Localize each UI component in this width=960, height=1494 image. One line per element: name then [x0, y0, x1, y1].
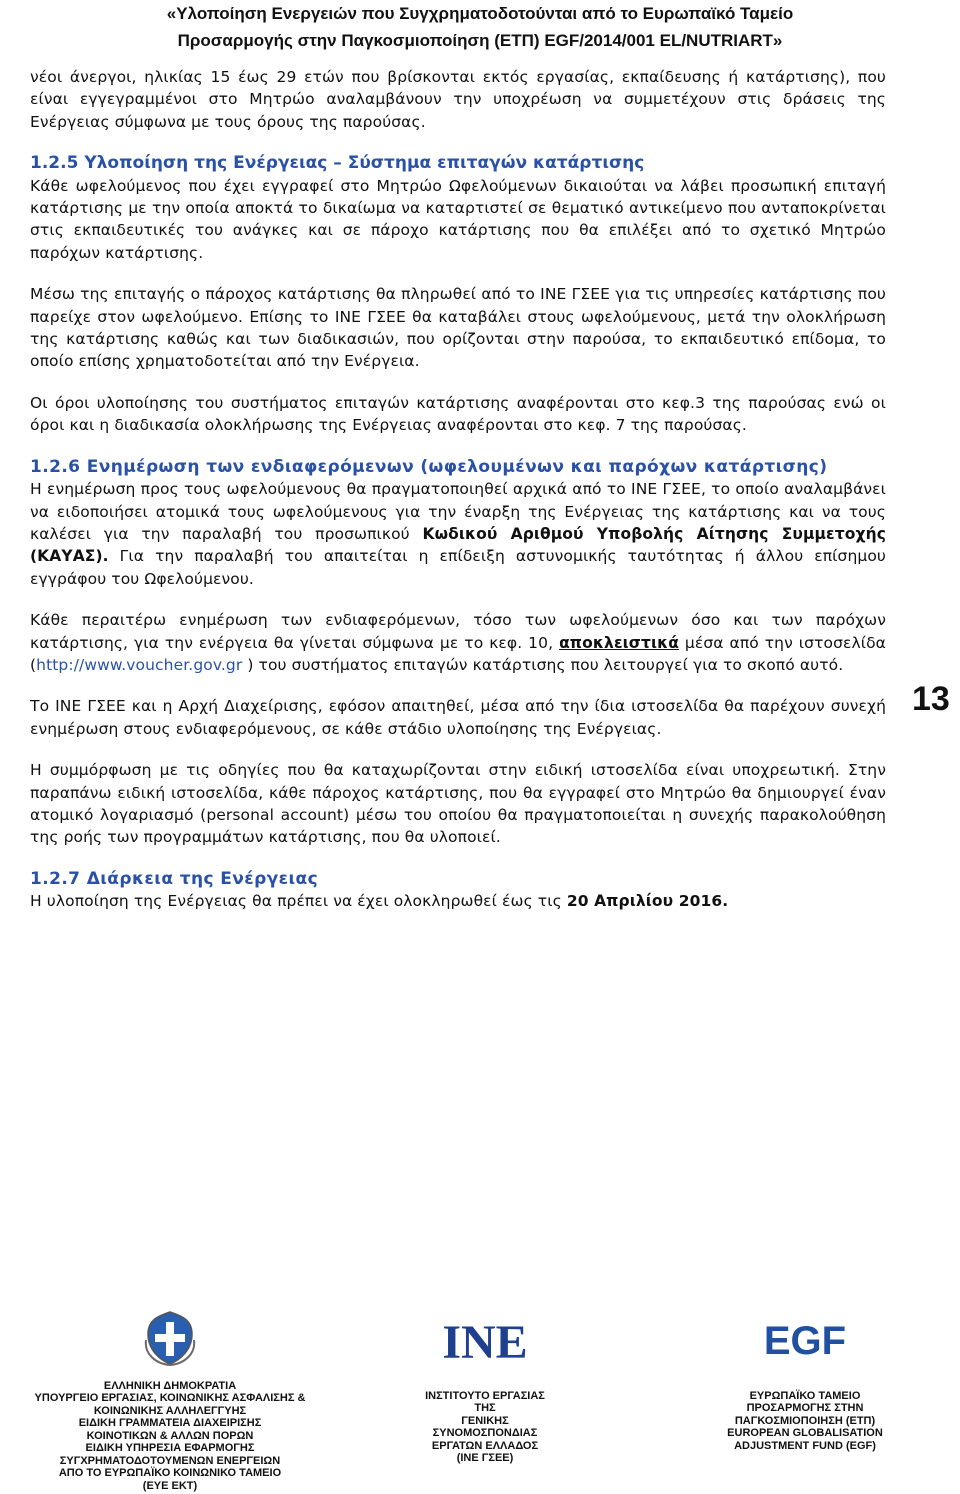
page-number: 13 — [912, 680, 950, 718]
text-span: μέσα από την ιστοσελίδα ( — [30, 633, 886, 674]
egf-line: ΠΑΓΚΟΣΜΙΟΠΟΙΗΣΗ (ΕΤΠ) — [734, 1414, 876, 1427]
egf-line: ADJUSTMENT FUND (EGF) — [734, 1439, 876, 1452]
egf-line: EUROPEAN GLOBALISATION — [727, 1427, 883, 1439]
ine-line: (ΙΝΕ ΓΣΕΕ) — [456, 1452, 514, 1464]
section-1-2-7-title: 1.2.7 Διάρκεια της Ενέργειας — [30, 868, 319, 889]
ine-text — [400, 1390, 570, 1465]
ministry-line: (ΕΥΕ ΕΚΤ) — [142, 1479, 198, 1492]
exclusively-underlined: αποκλειστικά — [559, 633, 679, 652]
egf-text — [700, 1390, 910, 1453]
intro-paragraph: νέοι άνεργοι, ηλικίας 15 έως 29 ετών που βρίσκονται εκτός εργασίας, εκπαίδευσης ή κατάρτισης), που είναι εγγεγραμμένοι στο Μητρώο αναλαμβάνουν την υποχρέωση να συμμετέχουν στις δράσεις της Ενέργειας σύμφωνα με τους όρους της παρούσας. — [30, 68, 886, 131]
greek-emblem-icon — [142, 1310, 198, 1366]
section-1-2-7-paragraph-1 — [30, 890, 886, 912]
section-1-2-6-paragraph-2 — [30, 609, 886, 676]
ine-line: ΓΕΝΙΚΗΣ — [461, 1414, 509, 1427]
ministry-line: ΥΠΟΥΡΓΕΙΟ ΕΡΓΑΣΙΑΣ, ΚΟΙΝΩΝΙΚΗΣ ΑΣΦΑΛΙΣΗΣ & — [34, 1392, 306, 1404]
egf-logo-block — [700, 1310, 910, 1452]
text-span: Η υλοποίηση της Ενέργειας θα πρέπει να έχει ολοκληρωθεί έως τις — [30, 892, 567, 911]
section-1-2-6-title: 1.2.6 Ενημέρωση των ενδιαφερόμενων (ωφελουμένων και παρόχων κατάρτισης) — [30, 456, 828, 477]
ministry-text — [20, 1380, 320, 1493]
ine-logo-icon — [430, 1314, 540, 1364]
text-span: Κάθε περαιτέρω ενημέρωση των ενδιαφερόμενων, τόσο των ωφελούμενων όσο και των παρόχων κατάρτισης, για την ενέργεια θα γίνεται σύμφωνα με το κεφ. 10, — [30, 611, 886, 652]
egf-line: ΕΥΡΩΠΑΪΚΟ ΤΑΜΕΙΟ — [749, 1389, 861, 1402]
ministry-line: ΑΠΟ ΤΟ ΕΥΡΩΠΑΪΚΟ ΚΟΙΝΩΝΙΚΟ ΤΑΜΕΙΟ — [58, 1467, 282, 1479]
ine-line: ΤΗΣ — [474, 1402, 496, 1414]
ministry-line: ΕΙΔΙΚΗ ΥΠΗΡΕΣΙΑ ΕΦΑΡΜΟΓΗΣ — [85, 1442, 255, 1454]
document-body — [30, 66, 886, 913]
egf-logo-text: EGF — [763, 1319, 847, 1360]
text-span: Για την παραλαβή του απαιτείται η επίδειξη αστυνομικής ταυτότητας ή άλλου επίσημου εγγράφου του Ωφελούμενου. — [30, 547, 886, 588]
kayas-bold: Κωδικού Αριθμού Υποβολής Αίτησης Συμμετοχής (ΚΑΥΑΣ). — [30, 524, 887, 566]
section-1-2-5-paragraph-2: Μέσω της επιταγής ο πάροχος κατάρτισης θα πληρωθεί από το ΙΝΕ ΓΣΕΕ για τις υπηρεσίες κατάρτισης που παρείχε στον ωφελούμενο. Επίσης το ΙΝΕ ΓΣΕΕ θα καταβάλει στους ωφελούμενους, μετά την ολοκλήρωση της κατάρτισης καθώς και των διαδικασιών, που ορίζονται στην παρούσα, το εκπαιδευτικό επίδομα, το οποίο επίσης χρηματοδοτείται από την Ενέργεια. — [30, 285, 886, 371]
section-1-2-6-paragraph-4: Η συμμόρφωση με τις οδηγίες που θα καταχωρίζονται στην ειδική ιστοσελίδα είναι υποχρεωτική. Στην παραπάνω ειδική ιστοσελίδα, κάθε πάροχος κατάρτισης, που θα εγγραφεί στο Μητρώο θα δημιουργεί έναν ατομικό λογαριασμό (personal account) μέσω του οποίου θα πραγματοποιείται η συνεχής παρακολούθηση της ροής των προγραμμάτων κατάρτισης, που θα υλοποιεί. — [30, 761, 886, 847]
ine-logo-text: INE — [442, 1316, 528, 1364]
ine-line: ΙΝΣΤΙΤΟΥΤΟ ΕΡΓΑΣΙΑΣ — [425, 1389, 545, 1402]
ministry-line: ΚΟΙΝΟΤΙΚΩΝ & ΑΛΛΩΝ ΠΟΡΩΝ — [86, 1429, 254, 1442]
section-1-2-5-paragraph-3: Οι όροι υλοποίησης του συστήματος επιταγών κατάρτισης αναφέρονται στο κεφ.3 της παρούσας ενώ οι όροι και η διαδικασία ολοκλήρωσης της Ενέργειας αναφέρονται στο κεφ. 7 της παρούσας. — [30, 393, 886, 435]
ine-line: ΣΥΝΟΜΟΣΠΟΝΔΙΑΣ — [432, 1427, 538, 1439]
section-1-2-6-paragraph-3: Το ΙΝΕ ΓΣΕΕ και η Αρχή Διαχείρισης, εφόσον απαιτηθεί, μέσα από την ίδια ιστοσελίδα θα παρέχουν συνεχή ενημέρωση στους ενδιαφερόμενους, σε κάθε στάδιο υλοποίησης της Ενέργειας. — [30, 697, 886, 738]
footer-logos — [0, 1310, 960, 1494]
egf-line: ΠΡΟΣΑΡΜΟΓΗΣ ΣΤΗΝ — [746, 1402, 864, 1414]
ministry-line: ΚΟΙΝΩΝΙΚΗΣ ΑΛΛΗΛΕΓΓΥΗΣ — [93, 1404, 247, 1417]
section-1-2-5-paragraph-1: Κάθε ωφελούμενος που έχει εγγραφεί στο Μητρώο Ωφελούμενων δικαιούται να λάβει προσωπική επιταγή κατάρτισης με την οποία αποκτά το δικαίωμα να καταρτιστεί σε θεματικό αντικείμενο που ανταποκρίνεται στις εκπαιδευτικές του ανάγκες και σε πάροχο κατάρτισης που θα επιλέξει από το σχετικό Μητρώο παρόχων κατάρτισης. — [30, 176, 886, 262]
deadline-bold: 20 Απριλίου 2016. — [566, 892, 729, 911]
header-line-1: «Υλοποίηση Ενεργειών που Συγχρηματοδοτούνται από το Ευρωπαϊκό Ταμείο — [166, 4, 794, 23]
ministry-line: ΕΛΛΗΝΙΚΗ ΔΗΜΟΚΡΑΤΙΑ — [103, 1379, 237, 1392]
greek-ministry-logo-block — [20, 1310, 320, 1492]
text-span: ) του συστήματος επιταγών κατάρτισης που λειτουργεί για το σκοπό αυτό. — [242, 655, 844, 674]
section-1-2-6-paragraph-1 — [30, 478, 886, 590]
header-line-2: Προσαρμογής στην Παγκοσμιοποίηση (ΕΤΠ) EGF/2014/001 EL/NUTRIART» — [177, 31, 783, 50]
egf-logo-icon — [755, 1316, 855, 1360]
document-header — [0, 0, 960, 54]
section-1-2-5-title: 1.2.5 Υλοποίηση της Ενέργειας – Σύστημα επιταγών κατάρτισης — [30, 153, 645, 174]
ministry-line: ΣΥΓΧΡΗΜΑΤΟΔΟΤΟΥΜΕΝΩΝ ΕΝΕΡΓΕΙΩΝ — [59, 1454, 281, 1467]
ine-line: ΕΡΓΑΤΩΝ ΕΛΛΑΔΟΣ — [431, 1439, 539, 1452]
ine-gsee-logo-block — [400, 1310, 570, 1465]
text-span: Η ενημέρωση προς τους ωφελούμενους θα πραγματοποιηθεί αρχικά από το ΙΝΕ ΓΣΕΕ, το οποίο αναλαμβάνει να ειδοποιήσει ατομικά τους ωφελούμενους για την έναρξη της Ενέργειας της κατάρτισης και να τους καλέσει για την παραλαβή του προσωπικού — [30, 480, 886, 543]
voucher-link[interactable]: http://www.voucher.gov.gr — [36, 655, 243, 674]
ministry-line: ΕΙΔΙΚΗ ΓΡΑΜΜΑΤΕΙΑ ΔΙΑΧΕΙΡΙΣΗΣ — [78, 1417, 262, 1429]
